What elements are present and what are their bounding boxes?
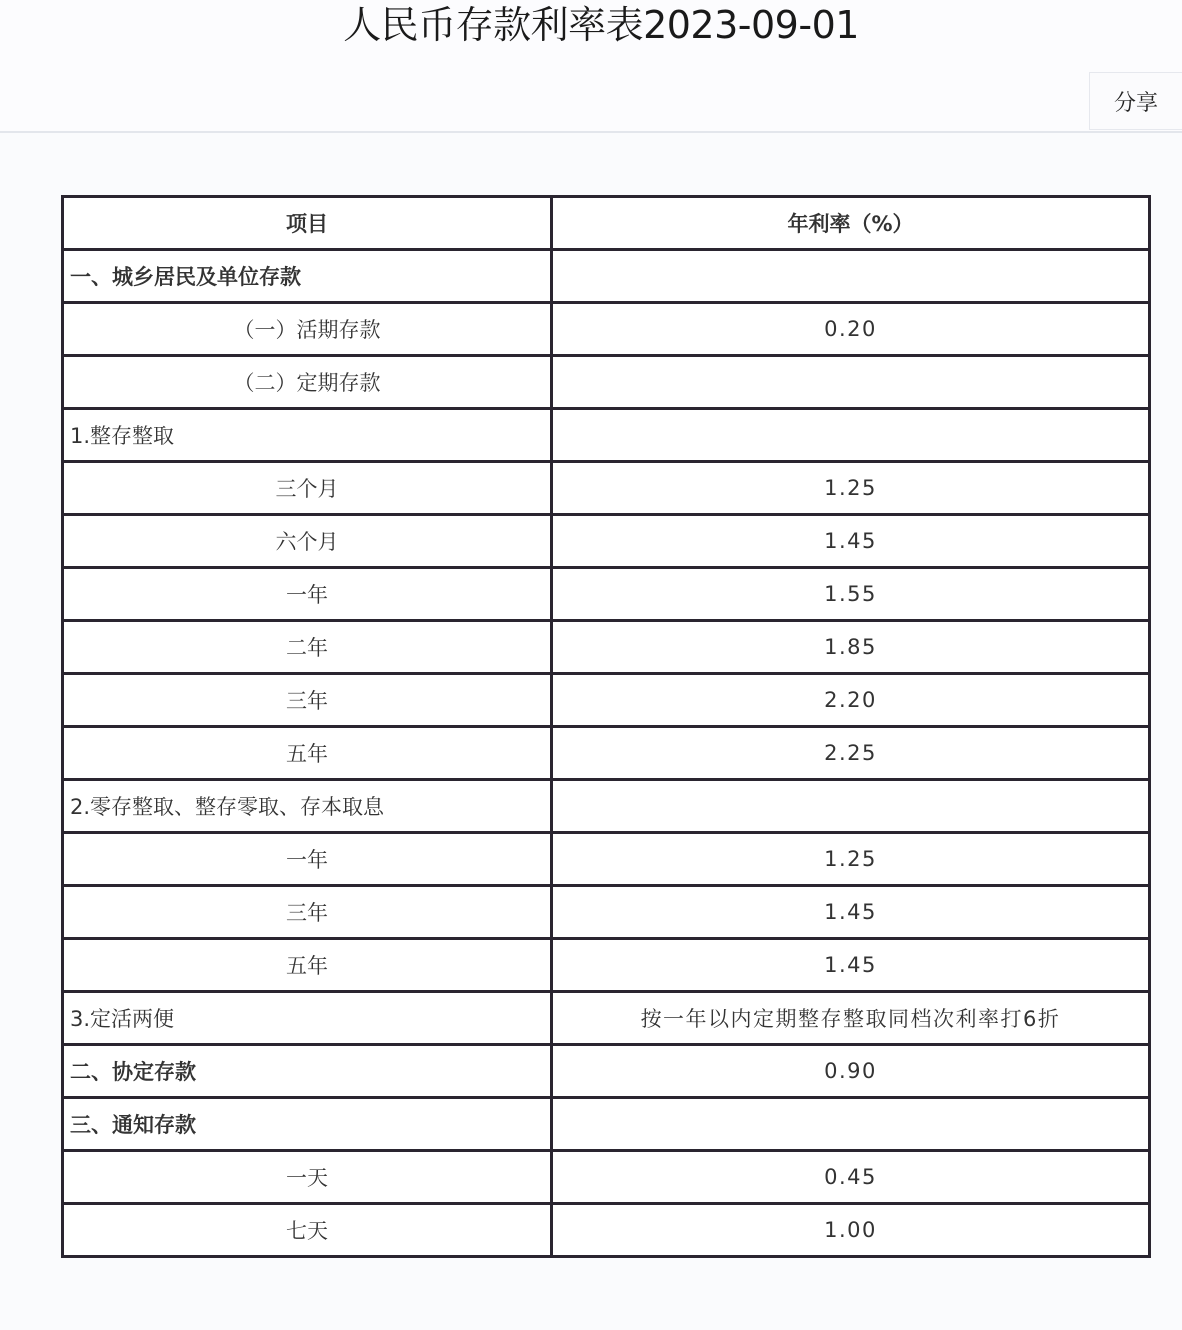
- rate-cell: 0.90: [552, 1045, 1150, 1098]
- item-cell: 五年: [63, 939, 552, 992]
- table-header-row: [63, 197, 1150, 250]
- table-row: [63, 462, 1150, 515]
- share-button[interactable]: 分享: [1089, 72, 1182, 130]
- item-cell: 三年: [63, 886, 552, 939]
- rate-cell: 2.20: [552, 674, 1150, 727]
- table-row: [63, 356, 1150, 409]
- item-cell: 3.定活两便: [63, 992, 552, 1045]
- rate-cell: [552, 250, 1150, 303]
- table-row: [63, 1151, 1150, 1204]
- rate-cell: 0.20: [552, 303, 1150, 356]
- table-row: [63, 886, 1150, 939]
- rate-cell: 1.55: [552, 568, 1150, 621]
- column-header-rate: 年利率（%）: [552, 197, 1150, 250]
- item-cell: 六个月: [63, 515, 552, 568]
- table-row: [63, 992, 1150, 1045]
- table-row: [63, 303, 1150, 356]
- table-row: [63, 568, 1150, 621]
- rate-cell: 1.45: [552, 939, 1150, 992]
- item-cell: 一年: [63, 833, 552, 886]
- table-row: [63, 250, 1150, 303]
- table-row: [63, 409, 1150, 462]
- item-cell: 三、通知存款: [63, 1098, 552, 1151]
- table-row: [63, 833, 1150, 886]
- item-cell: 一、城乡居民及单位存款: [63, 250, 552, 303]
- item-cell: 七天: [63, 1204, 552, 1257]
- item-cell: 三年: [63, 674, 552, 727]
- item-cell: 一天: [63, 1151, 552, 1204]
- item-cell: 二年: [63, 621, 552, 674]
- table-row: [63, 727, 1150, 780]
- rate-cell: 1.45: [552, 886, 1150, 939]
- table-row: [63, 1045, 1150, 1098]
- item-cell: 三个月: [63, 462, 552, 515]
- item-cell: 一年: [63, 568, 552, 621]
- item-cell: （一）活期存款: [63, 303, 552, 356]
- table-row: [63, 939, 1150, 992]
- item-cell: 五年: [63, 727, 552, 780]
- page-header: [0, 0, 1182, 133]
- rate-cell: 1.85: [552, 621, 1150, 674]
- rate-cell: 1.00: [552, 1204, 1150, 1257]
- table-row: [63, 1204, 1150, 1257]
- item-cell: 2.零存整取、整存零取、存本取息: [63, 780, 552, 833]
- rate-cell: [552, 356, 1150, 409]
- table-row: [63, 674, 1150, 727]
- item-cell: 1.整存整取: [63, 409, 552, 462]
- rate-cell: 1.45: [552, 515, 1150, 568]
- page-title: 人民币存款利率表2023-09-01: [343, 3, 859, 47]
- rate-cell: 2.25: [552, 727, 1150, 780]
- column-header-item: 项目: [63, 197, 552, 250]
- rate-cell: [552, 409, 1150, 462]
- table-row: [63, 780, 1150, 833]
- item-cell: （二）定期存款: [63, 356, 552, 409]
- rate-cell: 按一年以内定期整存整取同档次利率打6折: [552, 992, 1150, 1045]
- item-cell: 二、协定存款: [63, 1045, 552, 1098]
- rate-cell: [552, 1098, 1150, 1151]
- table-row: [63, 515, 1150, 568]
- table-row: [63, 621, 1150, 674]
- rate-cell: 1.25: [552, 462, 1150, 515]
- deposit-rate-table: [61, 195, 1151, 1258]
- rate-cell: 1.25: [552, 833, 1150, 886]
- rate-cell: [552, 780, 1150, 833]
- table-row: [63, 1098, 1150, 1151]
- rate-cell: 0.45: [552, 1151, 1150, 1204]
